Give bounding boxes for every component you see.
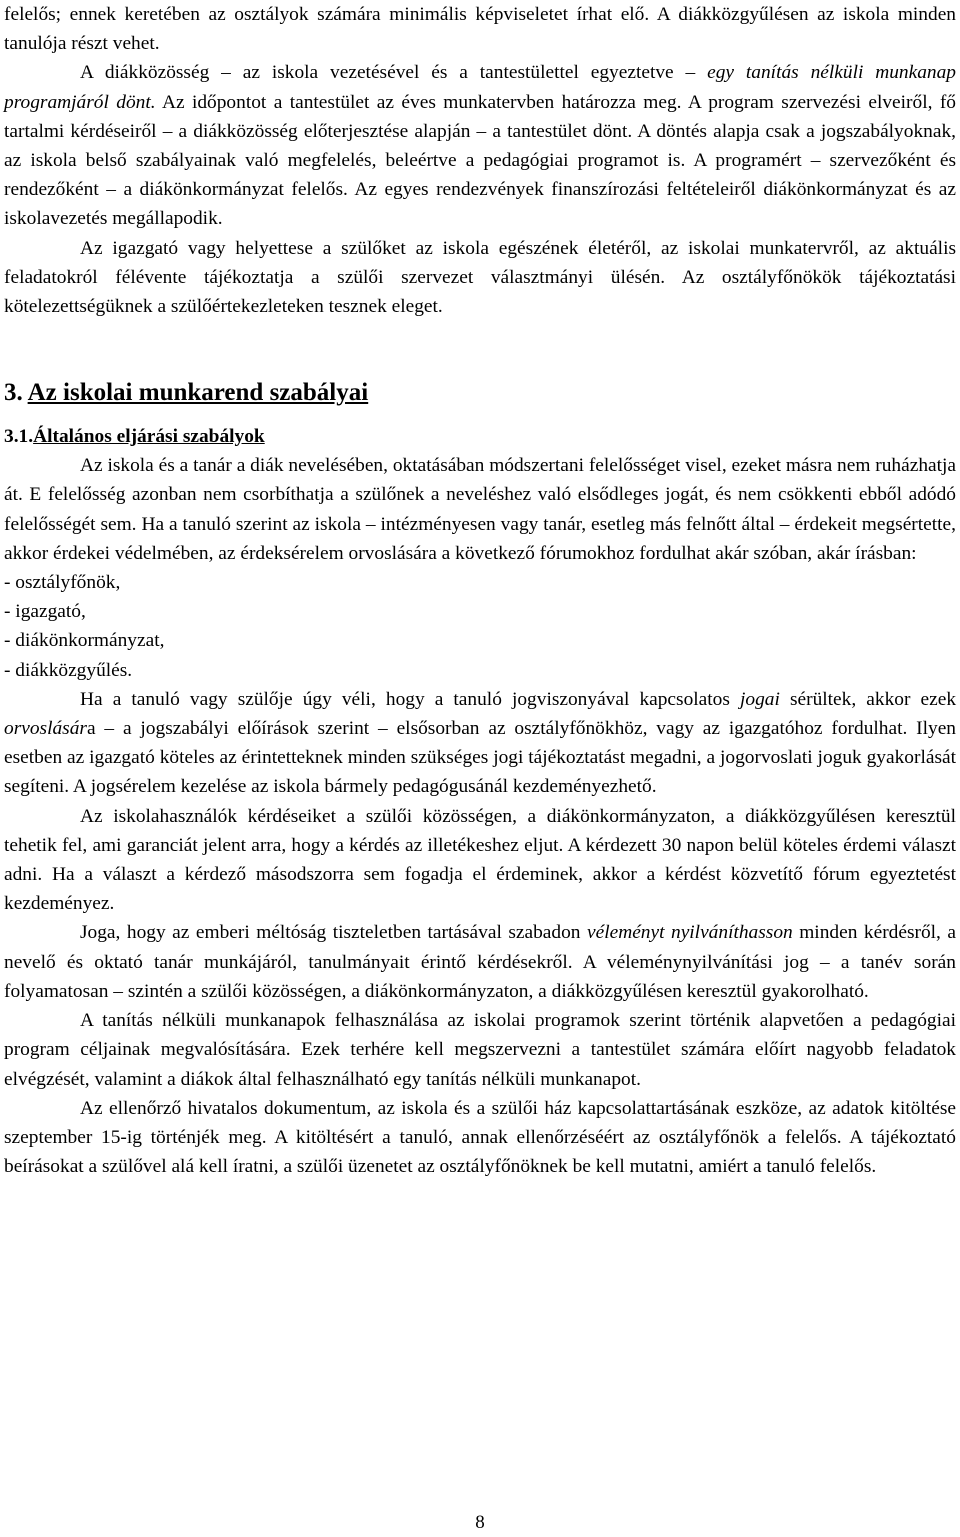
section-3-1-number: 3.1. bbox=[4, 426, 34, 448]
list-item: - diákközgyűlés. bbox=[4, 659, 133, 681]
paragraph-4-text-b: minden kérdésről, a nevelő és oktató tanár munkájáról, tanulmányait érintő kérdésekről. A véleménynyilvánítási jog – a tanév során folyamatosan – szintén a szülői közösségen, a diákönkormányzaton, a diákközgyűlésen keresztül gyakorolható. bbox=[4, 922, 956, 1002]
paragraph-2-text-a: Ha a tanuló vagy szülője úgy véli, hogy a tanuló jogviszonyával kapcsolatos bbox=[80, 688, 740, 710]
intro-paragraph-2 bbox=[4, 58, 956, 233]
section-3-1-heading bbox=[4, 423, 956, 451]
intro-paragraph-2-text-b: Az időpontot a tantestület az éves munkatervben határozza meg. A program szervezési elveiről, fő tartalmi kérdéseiről – a diákközösség előterjesztése alapján – a tantestület dönt. A döntés alapja csak a jogszabályoknak, az iskola belső szabályainak való megfelelés, beleértve a pedagógiai programot is. A programért – szervezőként és rendezőként – a diákönkormányzat felelős. Az egyes rendezvények finanszírozási feltételeiről diákönkormányzat és az iskolavezetés megállapodik. bbox=[4, 91, 956, 230]
list-item: - diákönkormányzat, bbox=[4, 630, 165, 652]
page-number: 8 bbox=[475, 1512, 485, 1533]
paragraph-2-text-c: a – a jogszabályi előírások szerint – elsősorban az osztályfőnökhöz, vagy az igazgatóhoz fordulhat. Ilyen esetben az igazgató köteles az érintetteknek minden szükséges jogi tájékoztatást megadni, a jogorvoslati joguk gyakorlását segíteni. A jogsérelem kezelése az iskola bármely pedagógusánál kezdeményezhető. bbox=[4, 718, 956, 798]
list-item: - igazgató, bbox=[4, 601, 86, 623]
section-3-number: 3. bbox=[4, 379, 23, 407]
intro-paragraph-3: Az igazgató vagy helyettese a szülőket az iskola egészének életéről, az iskolai munkatervről, az aktuális feladatokról félévente tájékoztatja a szülői szervezet választmányi ülésén. Az osztályfőnökök tájékoztatási kötelezettségüknek a szülőértekezleteken tesznek eleget. bbox=[4, 237, 956, 318]
list-item: - osztályfőnök, bbox=[4, 572, 121, 594]
section-3-1-paragraph-5: A tanítás nélküli munkanapok felhasználása az iskolai programok szerint történik alapvetően a pedagógiai program céljainak megvalósítására. Ezek terhére kell megszervezni a tantestület számára előírt nagyobb feladatok elvégzését, valamint a diákok által felhasználható egy tanítás nélküli munkanapot. bbox=[4, 1010, 956, 1090]
section-3-1-title: Általános eljárási szabályok bbox=[33, 426, 265, 448]
section-3-1-paragraph-4 bbox=[4, 918, 956, 1006]
section-3-1-paragraph-6: Az ellenőrző hivatalos dokumentum, az iskola és a szülői ház kapcsolattartásának eszköze, az adatok kitöltése szeptember 15-ig történjék meg. A kitöltésért a tanuló, annak ellenőrzéséért az osztályfőnök a felelős. A tájékoztató beírásokat a szülővel alá kell íratni, a szülői üzenetet az osztályfőnöknek be kell mutatni, amiért a tanuló felelős. bbox=[4, 1097, 956, 1178]
paragraph-2-emphasis-1: jogai bbox=[740, 688, 780, 710]
paragraph-4-text-a: Joga, hogy az emberi méltóság tiszteletben tartásával szabadon bbox=[80, 922, 587, 944]
intro-paragraph-2-text-a: A diákközösség – az iskola vezetésével és a tantestülettel egyeztetve – bbox=[80, 62, 708, 84]
section-3-heading bbox=[4, 378, 956, 408]
paragraph-2-emphasis-2: orvoslásár bbox=[4, 718, 87, 740]
paragraph-2-text-b: sérültek, akkor ezek bbox=[779, 688, 957, 710]
forum-list bbox=[4, 568, 956, 685]
section-3-1-paragraph-1: Az iskola és a tanár a diák nevelésében, oktatásában módszertani felelősséget visel, ezeket másra nem ruházhatja át. E felelősség azonban nem csorbíthatja a szülőnek a neveléshez való elsődleges jogát, és nem csökkenti ebből adódó felelősségét sem. Ha a tanuló szerint az iskola – intézményesen vagy tanár, esetleg más felnőtt által – érdekeit megsértette, akkor érdekei védelmében, az érdeksérelem orvoslására a következő fórumokhoz fordulhat akár szóban, akár írásban: bbox=[4, 455, 956, 564]
document-page bbox=[4, 0, 956, 1181]
paragraph-4-emphasis: véleményt nyilváníthasson bbox=[586, 922, 793, 944]
section-3-1-paragraph-3: Az iskolahasználók kérdéseiket a szülői közösségen, a diákönkormányzaton, a diákközgyűlésen keresztül tehetik fel, ami garanciát jelent arra, hogy a kérdés az illetékeshez eljut. A kérdezett 30 napon belül köteles érdemi választ adni. Ha a választ a kérdező másodszorra sem fogadja el érdeminek, akkor a kérdést közvetítő fórum egyeztetést kezdeményez. bbox=[4, 805, 956, 915]
intro-paragraph-1: felelős; ennek keretében az osztályok számára minimális képviseletet írhat elő. A diákközgyűlésen az iskola minden tanulója részt vehet. bbox=[4, 4, 956, 55]
intro-paragraph-2-emphasis: egy tanítás nélküli munkanap programjáról dönt. bbox=[4, 62, 957, 113]
section-3-title: Az iskolai munkarend szabályai bbox=[27, 379, 369, 407]
section-3-1-paragraph-2 bbox=[4, 685, 956, 802]
